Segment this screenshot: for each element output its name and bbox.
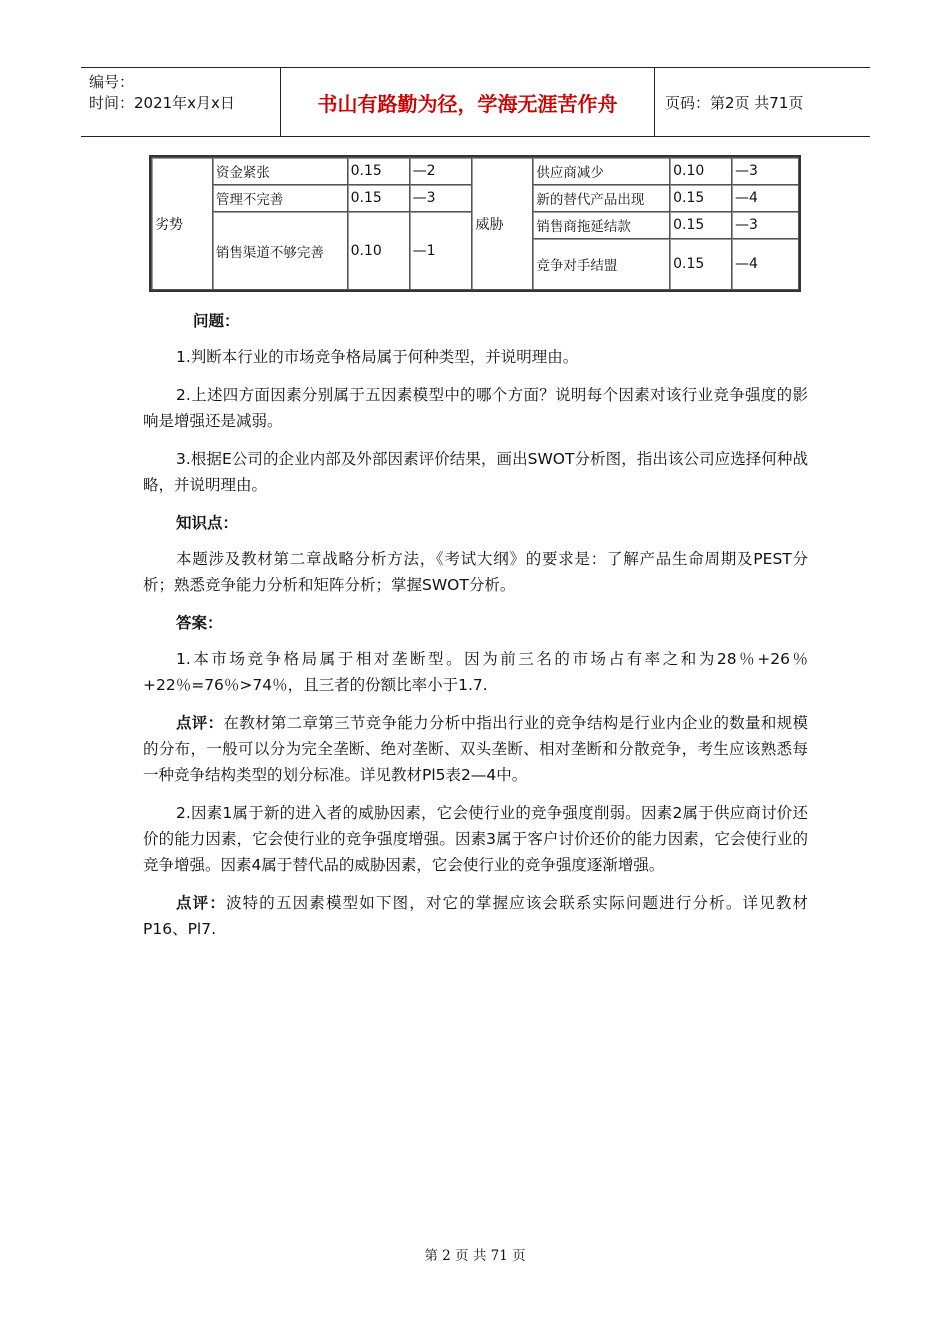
question-1: 1.判断本行业的市场竞争格局属于何种类型，并说明理由。 xyxy=(176,348,579,366)
knowledge-text: 本题涉及教材第二章战略分析方法，《考试大纲》的要求是：了解产品生命周期及PEST分析；熟悉竞争能力分析和矩阵分析；掌握SWOT分析。 xyxy=(143,550,808,594)
table-cell: 竞争对手结盟 xyxy=(533,239,670,290)
comment-text: 在教材第二章第三节竞争能力分析中指出行业的竞争结构是行业内企业的数量和规模的分布，一般可以分为完全垄断、绝对垄断、双头垄断、相对垄断和分散竞争，考生应该熟悉每一种竞争结构类型的划分标准。详见教材Pl5表2—4中。 xyxy=(143,714,808,784)
table-cell: 管理不完善 xyxy=(212,185,347,212)
weakness-category: 劣势 xyxy=(152,158,213,290)
document-body xyxy=(143,308,808,954)
header-meta xyxy=(81,68,281,136)
table-cell: 0.10 xyxy=(670,158,732,185)
page-header xyxy=(81,67,870,137)
table-cell: 0.15 xyxy=(347,185,409,212)
threat-category: 威胁 xyxy=(472,158,533,290)
answer-2: 2.因素1属于新的进入者的威胁因素，它会使行业的竞争强度削弱。因素2属于供应商讨价还价的能力因素，它会使行业的竞争强度增强。因素3属于客户讨价还价的能力因素，它会使行业的竞争增强。因素4属于替代品的威胁因素，它会使行业的竞争强度逐渐增强。 xyxy=(143,804,808,874)
table-cell: 销售渠道不够完善 xyxy=(212,212,347,290)
answer-heading: 答案： xyxy=(176,614,223,632)
swot-factor-table xyxy=(151,157,799,290)
comment-label: 点评： xyxy=(176,714,224,732)
table-cell: 0.10 xyxy=(347,212,409,290)
comment-1 xyxy=(143,710,808,788)
answer-1: 1.本市场竞争格局属于相对垄断型。因为前三名的市场占有率之和为28％+26％+22％=76％>74％，且三者的份额比率小于1.7. xyxy=(143,650,808,694)
time-label: 时间：2021年x月x日 xyxy=(89,94,235,112)
comment-label: 点评： xyxy=(176,894,226,912)
question-3: 3.根据E公司的企业内部及外部因素评价结果，画出SWOT分析图，指出该公司应选择何种战略，并说明理由。 xyxy=(143,450,808,494)
table-cell: 0.15 xyxy=(670,239,732,290)
table-cell: 资金紧张 xyxy=(212,158,347,185)
table-cell: —3 xyxy=(732,212,799,239)
code-label: 编号： xyxy=(89,73,135,91)
table-cell: —1 xyxy=(409,212,472,290)
table-cell: —4 xyxy=(732,185,799,212)
questions-heading: 问题： xyxy=(193,312,240,330)
table-cell: 供应商减少 xyxy=(533,158,670,185)
table-cell: —3 xyxy=(732,158,799,185)
header-page-label: 页码：第2页 共71页 xyxy=(665,93,804,112)
table-row xyxy=(152,158,799,185)
table-cell: 0.15 xyxy=(347,158,409,185)
page-footer: 第 2 页 共 71 页 xyxy=(424,1248,526,1264)
table-cell: 新的替代产品出现 xyxy=(533,185,670,212)
table-cell: 0.15 xyxy=(670,212,732,239)
table-cell: —3 xyxy=(409,185,472,212)
header-motto: 书山有路勤为径，学海无涯苦作舟 xyxy=(281,68,655,136)
table-cell: —2 xyxy=(409,158,472,185)
table-cell: 0.15 xyxy=(670,185,732,212)
question-2: 2.上述四方面因素分别属于五因素模型中的哪个方面？说明每个因素对该行业竞争强度的影响是增强还是减弱。 xyxy=(143,386,808,430)
table-cell: —4 xyxy=(732,239,799,290)
knowledge-heading: 知识点： xyxy=(176,514,239,532)
comment-2 xyxy=(143,890,808,942)
comment-text: 波特的五因素模型如下图，对它的掌握应该会联系实际问题进行分析。详见教材P16、Pl7. xyxy=(143,894,808,938)
table-cell: 销售商拖延结款 xyxy=(533,212,670,239)
